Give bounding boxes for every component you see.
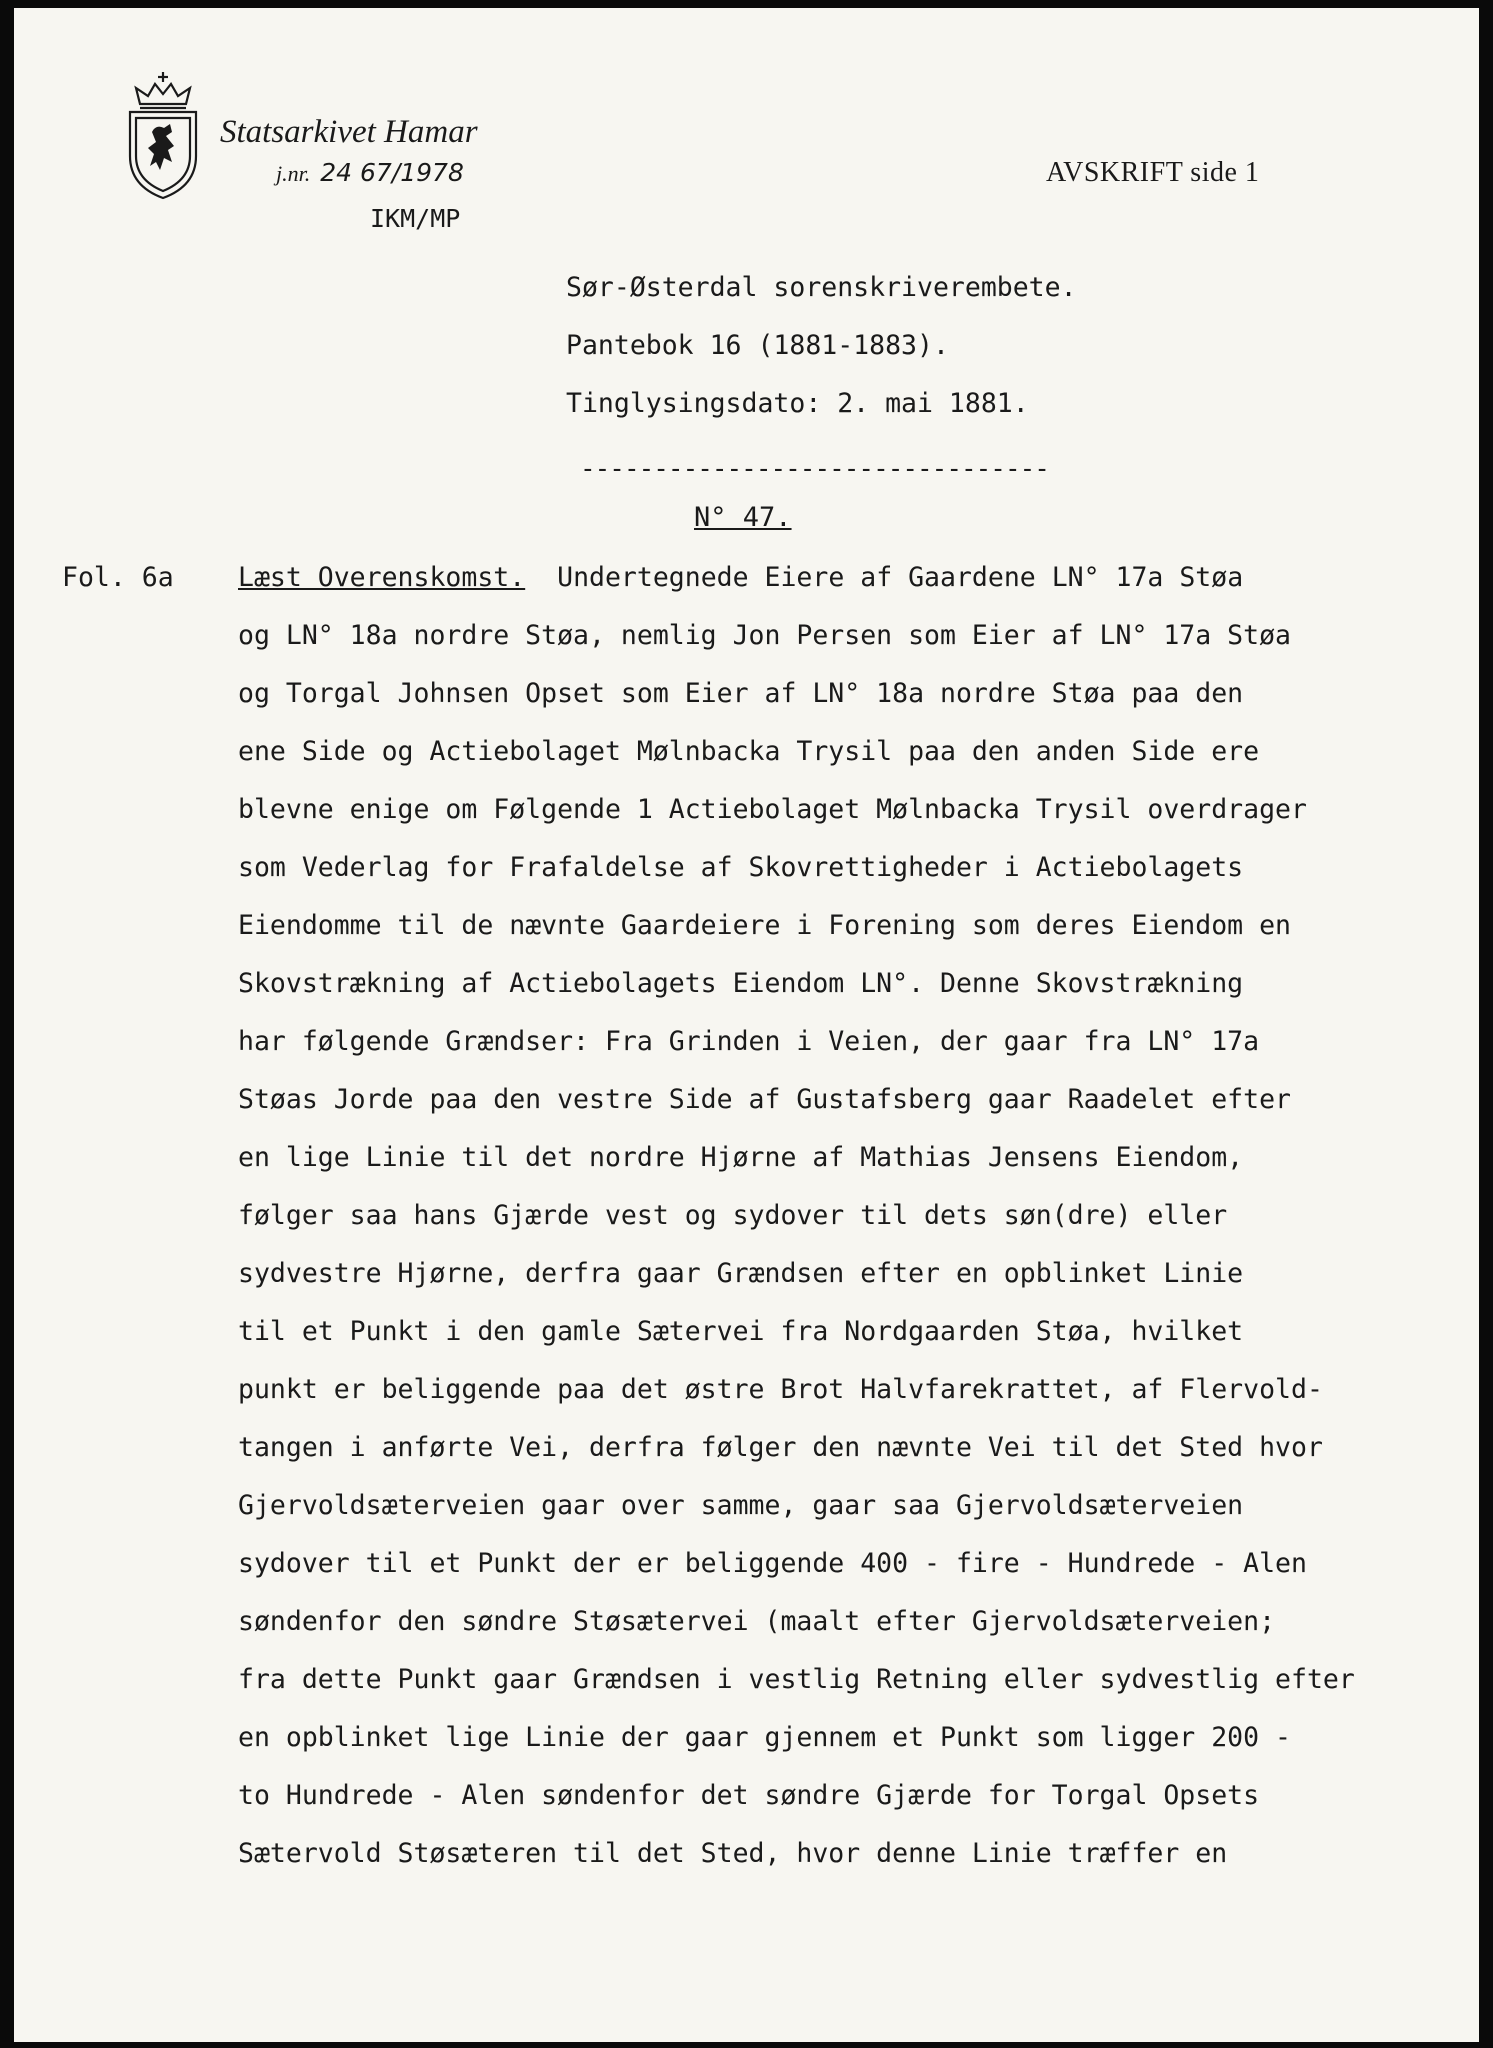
divider-rule: --------------------------------: [580, 454, 1049, 484]
folio-reference: Fol. 6a: [62, 562, 174, 593]
body-line: Støas Jorde paa den vestre Side af Gustafsberg gaar Raadelet efter: [238, 1084, 1291, 1115]
body-line: sydvestre Hjørne, derfra gaar Grændsen efter en opblinket Linie: [238, 1258, 1244, 1289]
initials: IKM/MP: [370, 204, 461, 233]
body-line: Undertegnede Eiere af Gaardene LN° 17a Støa: [557, 562, 1244, 593]
journal-number-value: 24 67/1978: [320, 158, 464, 187]
journal-number-label: j.nr.: [276, 161, 311, 186]
body-line: har følgende Grændser: Fra Grinden i Veien, der gaar fra LN° 17a: [238, 1026, 1260, 1057]
body-line: som Vederlag for Frafaldelse af Skovrettigheder i Actiebolagets: [238, 852, 1244, 883]
body-line: søndenfor den søndre Støsætervei (maalt efter Gjervoldsæterveien;: [238, 1606, 1276, 1637]
body-line: to Hundrede - Alen søndenfor det søndre Gjærde for Torgal Opsets: [238, 1780, 1260, 1811]
body-line: ene Side og Actiebolaget Mølnbacka Trysil paa den anden Side ere: [238, 736, 1260, 767]
body-line: Gjervoldsæterveien gaar over samme, gaar saa Gjervoldsæterveien: [238, 1490, 1244, 1521]
entry-heading-text: Læst Overenskomst.: [238, 562, 526, 593]
coat-of-arms-icon: [122, 70, 204, 202]
body-line: punkt er beliggende paa det østre Brot Halvfarekrattet, af Flervold-: [238, 1374, 1323, 1405]
body-line: tangen i anførte Vei, derfra følger den nævnte Vei til det Sted hvor: [238, 1432, 1323, 1463]
document-page: [14, 8, 1479, 2042]
document-title: AVSKRIFT side 1: [1046, 157, 1260, 188]
body-line: Skovstrækning af Actiebolagets Eiendom LN°. Denne Skovstrækning: [238, 968, 1244, 999]
source-office: Sør-Østerdal sorenskriverembete.: [566, 272, 1077, 303]
entry-heading: [238, 562, 1243, 593]
journal-number: [276, 158, 464, 188]
body-line: sydover til et Punkt der er beliggende 400 - fire - Hundrede - Alen: [238, 1548, 1307, 1579]
archive-name: Statsarkivet Hamar: [220, 114, 478, 150]
body-line: og Torgal Johnsen Opset som Eier af LN° 18a nordre Støa paa den: [238, 678, 1244, 709]
body-line: Eiendomme til de nævnte Gaardeiere i Forening som deres Eiendom en: [238, 910, 1291, 941]
body-line: en opblinket lige Linie der gaar gjennem et Punkt som ligger 200 -: [238, 1722, 1291, 1753]
registration-date: Tinglysingsdato: 2. mai 1881.: [566, 388, 1029, 419]
body-line: blevne enige om Følgende 1 Actiebolaget Mølnbacka Trysil overdrager: [238, 794, 1307, 825]
body-line: fra dette Punkt gaar Grændsen i vestlig Retning eller sydvestlig efter: [238, 1664, 1355, 1695]
source-book: Pantebok 16 (1881-1883).: [566, 330, 949, 361]
body-line: og LN° 18a nordre Støa, nemlig Jon Persen som Eier af LN° 17a Støa: [238, 620, 1291, 651]
entry-number: N° 47.: [694, 502, 792, 533]
body-line: følger saa hans Gjærde vest og sydover til dets søn(dre) eller: [238, 1200, 1228, 1231]
body-line: til et Punkt i den gamle Sætervei fra Nordgaarden Støa, hvilket: [238, 1316, 1244, 1347]
body-line: en lige Linie til det nordre Hjørne af Mathias Jensens Eiendom,: [238, 1142, 1244, 1173]
body-line: Sætervold Støsæteren til det Sted, hvor denne Linie træffer en: [238, 1838, 1228, 1869]
